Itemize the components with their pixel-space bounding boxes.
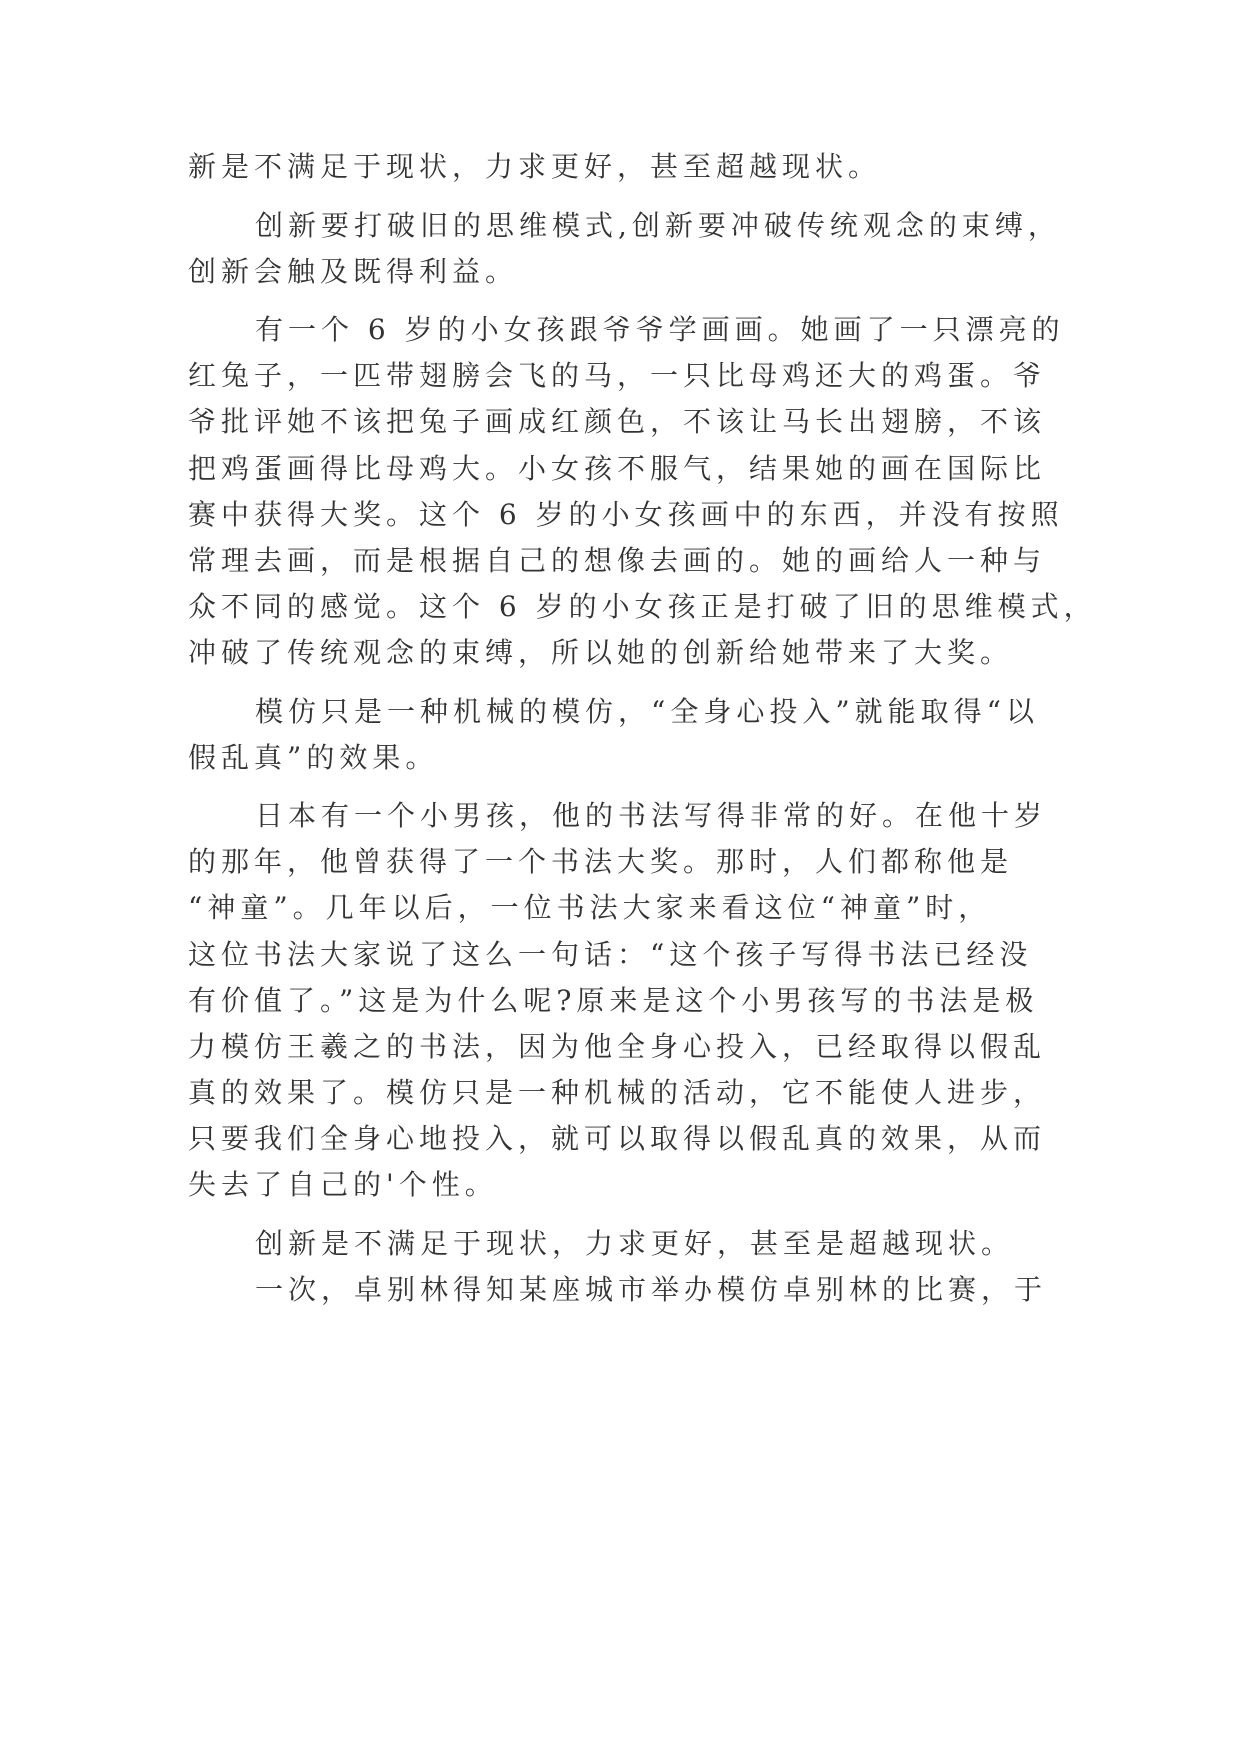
text-line: 日本有一个小男孩，他的书法写得非常的好。在他十岁 (255, 799, 1048, 832)
text-line: 一次，卓别林得知某座城市举办模仿卓别林的比赛，于 (255, 1273, 1048, 1306)
text-line: 这位书法大家说了这么一句话：“这个孩子写得书法已经没 (188, 938, 1033, 971)
text-line: 有价值了。”这是为什么呢?原来是这个小男孩写的书法是极 (188, 984, 1039, 1017)
text-line: 力模仿王羲之的书法，因为他全身心投入，已经取得以假乱 (188, 1030, 1047, 1063)
text-line: 新是不满足于现状，力求更好，甚至超越现状。 (188, 150, 882, 183)
text-line: 冲破了传统观念的束缚，所以她的创新给她带来了大奖。 (188, 636, 1014, 669)
text-line: 只要我们全身心地投入，就可以取得以假乱真的效果，从而 (188, 1122, 1047, 1155)
text-line: 创新会触及既得利益。 (188, 255, 519, 288)
text-line: 爷批评她不该把兔子画成红颜色，不该让马长出翅膀，不该 (188, 405, 1047, 438)
text-line: 创新要打破旧的思维模式,创新要冲破传统观念的束缚， (255, 209, 1061, 242)
text-line: 赛中获得大奖。这个 6 岁的小女孩画中的东西，并没有按照 (188, 498, 1064, 531)
text-line: 的那年，他曾获得了一个书法大奖。那时，人们都称他是 (188, 845, 1014, 878)
text-line: 常理去画，而是根据自己的想像去画的。她的画给人一种与 (188, 544, 1047, 577)
text-line: 创新是不满足于现状，力求更好，甚至是超越现状。 (255, 1227, 1015, 1260)
text-line: 假乱真”的效果。 (188, 741, 439, 774)
text-line: 有一个 6 岁的小女孩跟爷爷学画画。她画了一只漂亮的 (255, 313, 1065, 346)
text-line: “神童”。几年以后，一位书法大家来看这位“神童”时， (188, 891, 992, 924)
text-line: 红兔子，一匹带翅膀会飞的马，一只比母鸡还大的鸡蛋。爷 (188, 359, 1047, 392)
text-line: 把鸡蛋画得比母鸡大。小女孩不服气，结果她的画在国际比 (188, 452, 1047, 485)
text-line: 失去了自己的'个性。 (188, 1168, 498, 1201)
text-line: 真的效果了。模仿只是一种机械的活动，它不能使人进步， (188, 1076, 1047, 1109)
text-line: 模仿只是一种机械的模仿，“全身心投入”就能取得“以 (255, 695, 1039, 728)
text-line: 众不同的感觉。这个 6 岁的小女孩正是打破了旧的思维模式， (188, 590, 1097, 623)
